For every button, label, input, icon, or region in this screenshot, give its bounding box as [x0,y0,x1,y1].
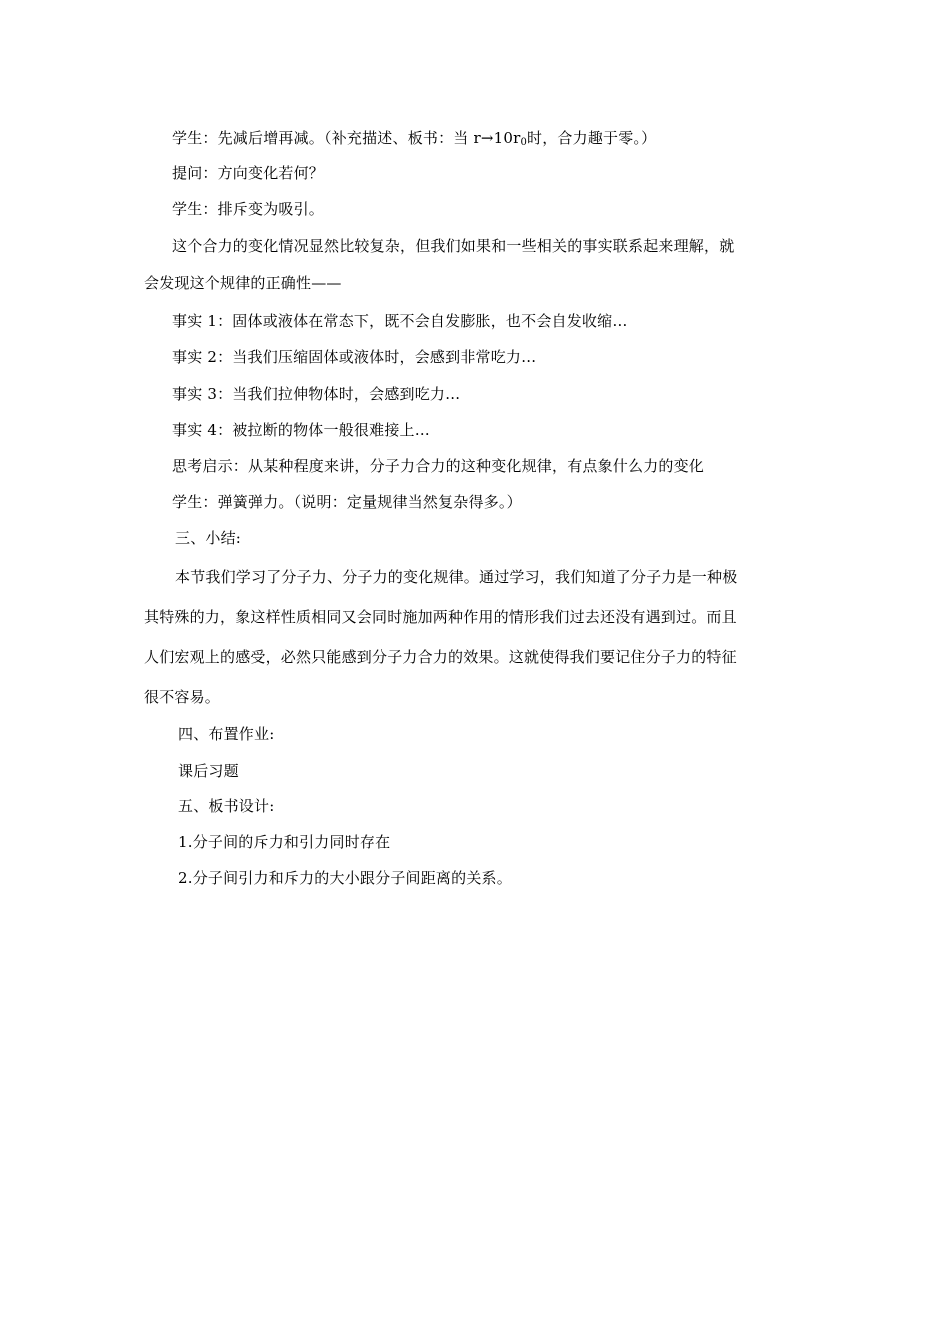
section-heading-homework: 四、布置作业: [178,725,275,743]
homework-item: 课后习题 [178,762,239,780]
thinking-prompt: 思考启示：从某种程度来讲，分子力合力的这种变化规律，有点象什么力的变化 [172,457,705,475]
fact-1: 事实 1：固体或液体在常态下，既不会自发膨胀，也不会自发收缩… [172,312,628,330]
summary-line-1: 本节我们学习了分子力、分子力的变化规律。通过学习，我们知道了分子力是一种极 [175,568,738,586]
paragraph-student-answer-2: 学生：排斥变为吸引。 [172,200,325,218]
summary-line-2: 其特殊的力，象这样性质相同又会同时施加两种作用的情形我们过去还没有遇到过。而且 [144,608,737,626]
fact-3: 事实 3：当我们拉伸物体时，会感到吃力… [172,385,461,403]
board-item-2: 2.分子间引力和斥力的大小跟分子间距离的关系。 [178,869,512,887]
section-heading-summary: 三、小结: [175,529,242,547]
fact-4: 事实 4：被拉断的物体一般很难接上… [172,421,430,439]
paragraph-explanation-line-2: 会发现这个规律的正确性—— [144,274,342,292]
board-item-1: 1.分子间的斥力和引力同时存在 [178,833,391,851]
student-answer-3: 学生：弹簧弹力。（说明：定量规律当然复杂得多。） [172,493,522,511]
text-line: 学生：先减后增再减。（补充描述、板书：当 r→10r [172,129,521,147]
summary-line-4: 很不容易。 [144,688,221,706]
fact-2: 事实 2：当我们压缩固体或液体时，会感到非常吃力… [172,348,537,366]
paragraph-question: 提问：方向变化若何？ [172,164,325,182]
text-line-tail: 时，合力趣于零。） [527,129,657,147]
section-heading-board-design: 五、板书设计: [178,797,275,815]
summary-line-3: 人们宏观上的感受，必然只能感到分子力合力的效果。这就使得我们要记住分子力的特征 [144,648,737,666]
paragraph-student-answer-1 [172,128,656,153]
subscript-zero: 0 [520,137,528,148]
paragraph-explanation-line-1: 这个合力的变化情况显然比较复杂，但我们如果和一些相关的事实联系起来理解，就 [172,237,735,255]
